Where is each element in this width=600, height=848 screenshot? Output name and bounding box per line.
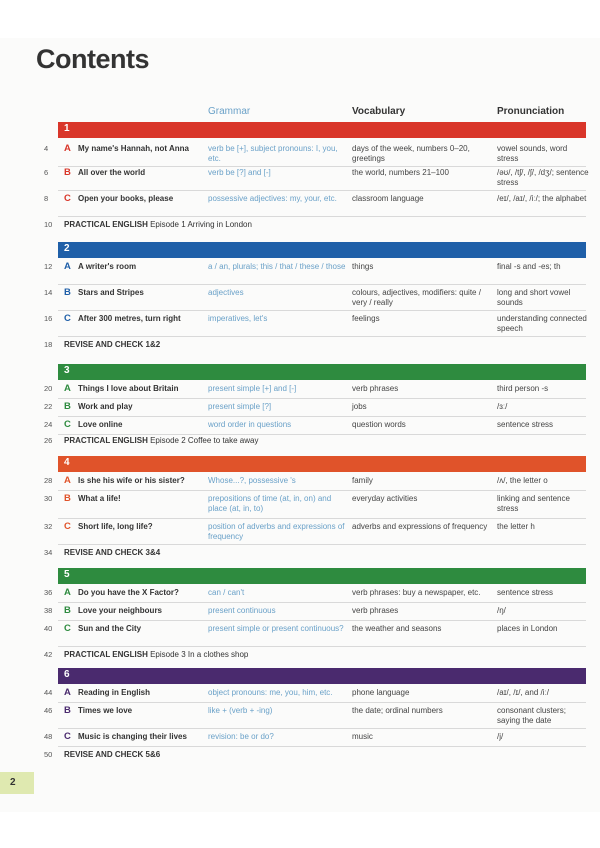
vocabulary-cell: classroom language: [352, 194, 424, 203]
page-ref: 44: [44, 688, 53, 697]
pronunciation-cell: consonant clusters; saying the date: [497, 706, 566, 725]
lesson-letter: A: [64, 587, 71, 598]
special-title[interactable]: [64, 220, 252, 229]
lesson-letter: A: [64, 383, 71, 394]
row-divider: [58, 490, 586, 491]
unit-6-bar: [58, 668, 586, 684]
vocabulary-cell: phone language: [352, 688, 410, 697]
lesson-letter: B: [64, 705, 71, 716]
grammar-cell: verb be [?] and [-]: [208, 168, 271, 177]
vocabulary-cell: the date; ordinal numbers: [352, 706, 443, 715]
lesson-title[interactable]: Work and play: [78, 402, 133, 411]
lesson-title[interactable]: Sun and the City: [78, 624, 142, 633]
grammar-cell: prepositions of time (at, in, on) and place (at, in, to): [208, 494, 332, 513]
unit-number: 5: [64, 569, 70, 580]
row-divider: [58, 336, 586, 337]
pronunciation-cell: long and short vowel sounds: [497, 288, 571, 307]
unit-number: 6: [64, 669, 70, 680]
lesson-title[interactable]: What a life!: [78, 494, 121, 503]
lesson-title[interactable]: Love your neighbours: [78, 606, 163, 615]
vocabulary-cell: jobs: [352, 402, 367, 411]
pronunciation-cell: /aɪ/, /ɪ/, and /iː/: [497, 688, 549, 697]
lesson-letter: B: [64, 287, 71, 298]
page-ref: 30: [44, 494, 53, 503]
page-ref: 38: [44, 606, 53, 615]
page-ref: 20: [44, 384, 53, 393]
pronunciation-cell: sentence stress: [497, 588, 554, 597]
lesson-letter: B: [64, 493, 71, 504]
page-ref: 4: [44, 144, 49, 153]
lesson-letter: B: [64, 167, 71, 178]
page-ref: 12: [44, 262, 53, 271]
page-ref: 14: [44, 288, 53, 297]
lesson-title[interactable]: Open your books, please: [78, 194, 174, 203]
page-ref: 40: [44, 624, 53, 633]
row-divider: [58, 620, 586, 621]
lesson-title[interactable]: Do you have the X Factor?: [78, 588, 179, 597]
vocabulary-cell: everyday activities: [352, 494, 418, 503]
lesson-letter: A: [64, 475, 71, 486]
unit-3-bar: [58, 364, 586, 380]
lesson-letter: C: [64, 419, 71, 430]
unit-number: 4: [64, 457, 70, 468]
vocabulary-cell: days of the week, numbers 0–20, greetings: [352, 144, 470, 163]
unit-5-bar: [58, 568, 586, 584]
grammar-cell: present simple or present continuous?: [208, 624, 344, 633]
top-margin: [0, 0, 600, 38]
unit-2-bar: [58, 242, 586, 258]
special-title[interactable]: [64, 340, 160, 349]
special-title[interactable]: [64, 436, 258, 445]
special-subtitle: Episode 3 In a clothes shop: [150, 650, 249, 659]
page-ref: 50: [44, 750, 53, 759]
lesson-title[interactable]: My name's Hannah, not Anna: [78, 144, 189, 153]
grammar-cell: a / an, plurals; this / that / these / those: [208, 262, 346, 271]
special-title[interactable]: [64, 548, 160, 557]
pronunciation-cell: /j/: [497, 732, 504, 741]
row-divider: [58, 310, 586, 311]
vocabulary-cell: question words: [352, 420, 406, 429]
pronunciation-cell: /ŋ/: [497, 606, 506, 615]
lesson-letter: C: [64, 193, 71, 204]
pronunciation-cell: sentence stress: [497, 420, 554, 429]
row-divider: [58, 190, 586, 191]
row-divider: [58, 728, 586, 729]
row-divider: [58, 416, 586, 417]
row-divider: [58, 646, 586, 647]
pronunciation-cell: vowel sounds, word stress: [497, 144, 568, 163]
lesson-letter: B: [64, 401, 71, 412]
page-ref: 34: [44, 548, 53, 557]
vocabulary-cell: colours, adjectives, modifiers: quite / very / really: [352, 288, 481, 307]
grammar-cell: like + (verb + -ing): [208, 706, 273, 715]
row-divider: [58, 702, 586, 703]
lesson-title[interactable]: Love online: [78, 420, 123, 429]
pronunciation-column-header: Pronunciation: [497, 106, 565, 117]
row-divider: [58, 544, 586, 545]
page-ref: 8: [44, 194, 49, 203]
page-number: 2: [10, 777, 16, 788]
lesson-title[interactable]: Music is changing their lives: [78, 732, 187, 741]
page-ref: 32: [44, 522, 53, 531]
lesson-title[interactable]: Short life, long life?: [78, 522, 153, 531]
special-subtitle: Episode 1 Arriving in London: [150, 220, 252, 229]
bottom-margin: [0, 812, 600, 848]
page-ref: 48: [44, 732, 53, 741]
lesson-letter: C: [64, 521, 71, 532]
special-label: PRACTICAL ENGLISH: [64, 220, 148, 229]
vocabulary-cell: family: [352, 476, 373, 485]
lesson-title[interactable]: All over the world: [78, 168, 146, 177]
grammar-cell: adjectives: [208, 288, 244, 297]
unit-4-bar: [58, 456, 586, 472]
lesson-letter: B: [64, 605, 71, 616]
pronunciation-cell: final -s and -es; th: [497, 262, 561, 271]
page-title: Contents: [36, 44, 149, 74]
page-ref: 6: [44, 168, 49, 177]
grammar-cell: object pronouns: me, you, him, etc.: [208, 688, 333, 697]
lesson-title[interactable]: Stars and Stripes: [78, 288, 144, 297]
vocabulary-cell: the weather and seasons: [352, 624, 442, 633]
lesson-letter: A: [64, 261, 71, 272]
lesson-letter: C: [64, 313, 71, 324]
vocabulary-cell: things: [352, 262, 374, 271]
vocabulary-cell: verb phrases: [352, 384, 399, 393]
pronunciation-cell: /əʊ/, /tʃ/, /ʃ/, /dʒ/; sentence stress: [497, 168, 589, 187]
grammar-cell: present continuous: [208, 606, 276, 615]
grammar-cell: revision: be or do?: [208, 732, 274, 741]
vocabulary-column-header: Vocabulary: [352, 106, 406, 117]
unit-number: 3: [64, 365, 70, 376]
lesson-title[interactable]: After 300 metres, turn right: [78, 314, 181, 323]
pronunciation-cell: /ɜː/: [497, 402, 508, 411]
special-label: REVISE AND CHECK 3&4: [64, 548, 161, 557]
unit-1-bar: [58, 122, 586, 138]
grammar-column-header: Grammar: [208, 106, 251, 117]
lesson-title[interactable]: Reading in English: [78, 688, 151, 697]
special-label: PRACTICAL ENGLISH: [64, 650, 148, 659]
lesson-title[interactable]: Things I love about Britain: [78, 384, 179, 393]
pronunciation-cell: places in London: [497, 624, 558, 633]
pronunciation-cell: linking and sentence stress: [497, 494, 570, 513]
special-label: PRACTICAL ENGLISH: [64, 436, 148, 445]
vocabulary-cell: verb phrases: buy a newspaper, etc.: [352, 588, 481, 597]
row-divider: [58, 434, 586, 435]
lesson-letter: C: [64, 731, 71, 742]
vocabulary-cell: the world, numbers 21–100: [352, 168, 449, 177]
row-divider: [58, 284, 586, 285]
special-label: REVISE AND CHECK 1&2: [64, 340, 161, 349]
page-ref: 16: [44, 314, 53, 323]
grammar-cell: present simple [?]: [208, 402, 272, 411]
row-divider: [58, 746, 586, 747]
page-number-box: [0, 772, 34, 794]
unit-number: 2: [64, 243, 70, 254]
special-subtitle: Episode 2 Coffee to take away: [150, 436, 259, 445]
page-ref: 36: [44, 588, 53, 597]
grammar-cell: verb be [+], subject pronouns: I, you, etc.: [208, 144, 338, 163]
grammar-cell: imperatives, let's: [208, 314, 268, 323]
lesson-letter: A: [64, 687, 71, 698]
page-ref: 18: [44, 340, 53, 349]
lesson-letter: C: [64, 623, 71, 634]
lesson-title[interactable]: Times we love: [78, 706, 133, 715]
vocabulary-cell: feelings: [352, 314, 380, 323]
row-divider: [58, 216, 586, 217]
vocabulary-cell: music: [352, 732, 373, 741]
pronunciation-cell: the letter h: [497, 522, 535, 531]
lesson-title[interactable]: A writer's room: [78, 262, 137, 271]
special-title[interactable]: [64, 750, 160, 759]
grammar-cell: Whose...?, possessive 's: [208, 476, 296, 485]
grammar-cell: possessive adjectives: my, your, etc.: [208, 194, 337, 203]
row-divider: [58, 518, 586, 519]
unit-number: 1: [64, 123, 70, 134]
pronunciation-cell: /eɪ/, /aɪ/, /iː/; the alphabet: [497, 194, 587, 203]
vocabulary-cell: verb phrases: [352, 606, 399, 615]
pronunciation-cell: third person -s: [497, 384, 549, 393]
lesson-title[interactable]: Is she his wife or his sister?: [78, 476, 185, 485]
page-ref: 42: [44, 650, 53, 659]
lesson-letter: A: [64, 143, 71, 154]
pronunciation-cell: understanding connected speech: [497, 314, 587, 333]
page-ref: 28: [44, 476, 53, 485]
special-title[interactable]: [64, 650, 248, 659]
row-divider: [58, 398, 586, 399]
grammar-cell: position of adverbs and expressions of frequency: [208, 522, 345, 541]
grammar-cell: can / can't: [208, 588, 245, 597]
page-ref: 26: [44, 436, 53, 445]
pronunciation-cell: /ʌ/, the letter o: [497, 476, 548, 485]
page-ref: 22: [44, 402, 53, 411]
grammar-cell: present simple [+] and [-]: [208, 384, 297, 393]
page-ref: 24: [44, 420, 53, 429]
page-ref: 46: [44, 706, 53, 715]
grammar-cell: word order in questions: [208, 420, 292, 429]
special-label: REVISE AND CHECK 5&6: [64, 750, 161, 759]
row-divider: [58, 166, 586, 167]
page-ref: 10: [44, 220, 53, 229]
row-divider: [58, 602, 586, 603]
vocabulary-cell: adverbs and expressions of frequency: [352, 522, 488, 531]
